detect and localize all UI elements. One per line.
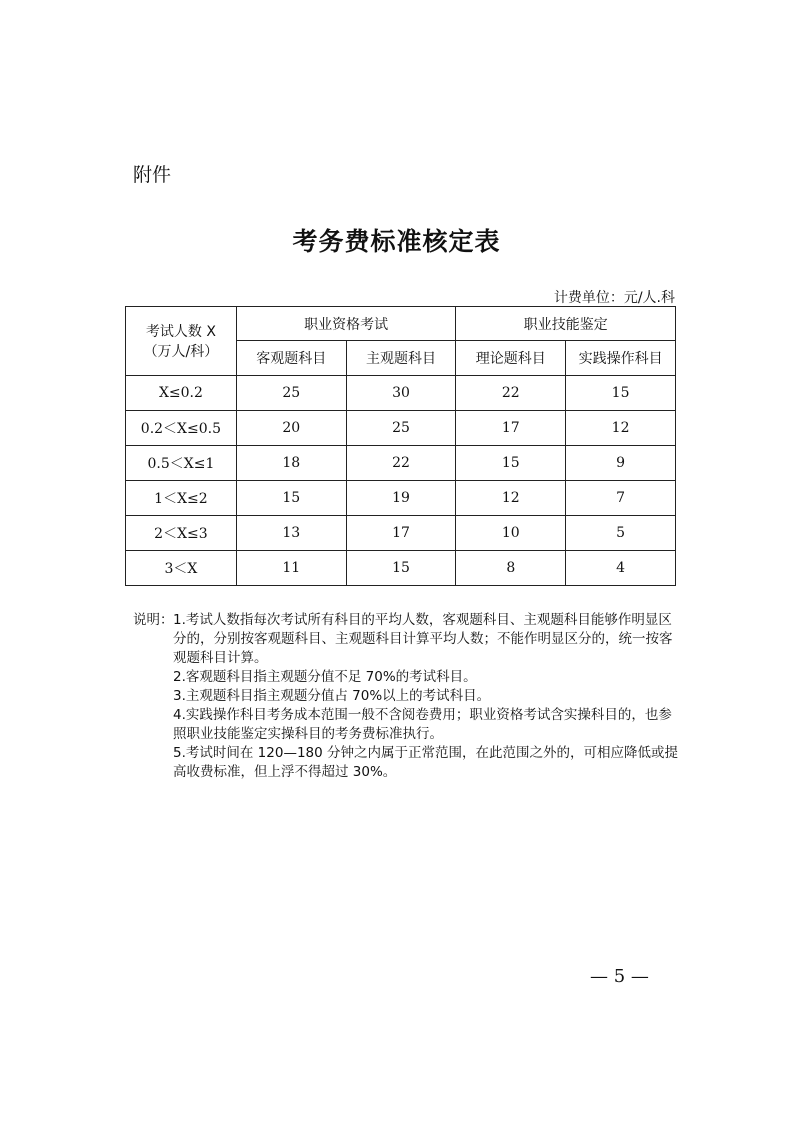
range-cell: 1＜X≤2 [126,481,237,516]
notes-label: 说明： [133,612,174,628]
table-row [126,551,676,586]
range-cell: 3＜X [126,551,237,586]
subheader-practical: 实践操作科目 [566,341,676,376]
value-cell: 17 [346,516,456,551]
corner-header-line2: （万人/科） [143,344,219,360]
value-cell: 12 [456,481,566,516]
table-row [126,481,676,516]
fee-standard-table [125,306,676,586]
value-cell: 30 [346,376,456,411]
table-row [126,376,676,411]
value-cell: 13 [236,516,346,551]
value-cell: 18 [236,446,346,481]
note-item-2: 2.客观题科目指主观题分值不足 70%的考试科目。 [173,669,477,685]
value-cell: 15 [346,551,456,586]
billing-unit: 计费单位：元/人.科 [553,290,675,306]
note-item-3: 3.主观题科目指主观题分值占 70%以上的考试科目。 [173,688,491,704]
note-item-5: 5.考试时间在 120—180 分钟之内属于正常范围，在此范围之外的，可相应降低或提高收费标准，但上浮不得超过 30%。 [173,745,678,780]
document-title: 考务费标准核定表 [292,227,501,256]
subheader-subjective: 主观题科目 [346,341,456,376]
value-cell: 11 [236,551,346,586]
notes-list [173,611,678,782]
subheader-objective: 客观题科目 [236,341,346,376]
value-cell: 7 [566,481,676,516]
range-cell: 0.2＜X≤0.5 [126,411,237,446]
table-row [126,446,676,481]
value-cell: 15 [236,481,346,516]
value-cell: 22 [346,446,456,481]
range-cell: X≤0.2 [126,376,237,411]
value-cell: 8 [456,551,566,586]
note-item-1: 1.考试人数指每次考试所有科目的平均人数，客观题科目、主观题科目能够作明显区分的，分别按客观题科目、主观题科目计算平均人数；不能作明显区分的，统一按客观题科目计算。 [173,612,673,666]
value-cell: 25 [236,376,346,411]
value-cell: 17 [456,411,566,446]
value-cell: 10 [456,516,566,551]
value-cell: 12 [566,411,676,446]
range-cell: 2＜X≤3 [126,516,237,551]
value-cell: 4 [566,551,676,586]
note-item-4: 4.实践操作科目考务成本范围一般不含阅卷费用；职业资格考试含实操科目的，也参照职业技能鉴定实操科目的考务费标准执行。 [173,707,672,742]
value-cell: 9 [566,446,676,481]
value-cell: 19 [346,481,456,516]
value-cell: 15 [566,376,676,411]
range-cell: 0.5＜X≤1 [126,446,237,481]
table-row [126,516,676,551]
table-row [126,411,676,446]
value-cell: 15 [456,446,566,481]
value-cell: 5 [566,516,676,551]
corner-header [126,307,237,376]
value-cell: 25 [346,411,456,446]
subheader-theory: 理论题科目 [456,341,566,376]
group-header-skill: 职业技能鉴定 [456,307,676,341]
value-cell: 20 [236,411,346,446]
attachment-label: 附件 [133,164,172,186]
corner-header-line1: 考试人数 X [145,324,216,340]
value-cell: 22 [456,376,566,411]
page-number: — 5 — [590,966,649,987]
group-header-qualification: 职业资格考试 [236,307,456,341]
